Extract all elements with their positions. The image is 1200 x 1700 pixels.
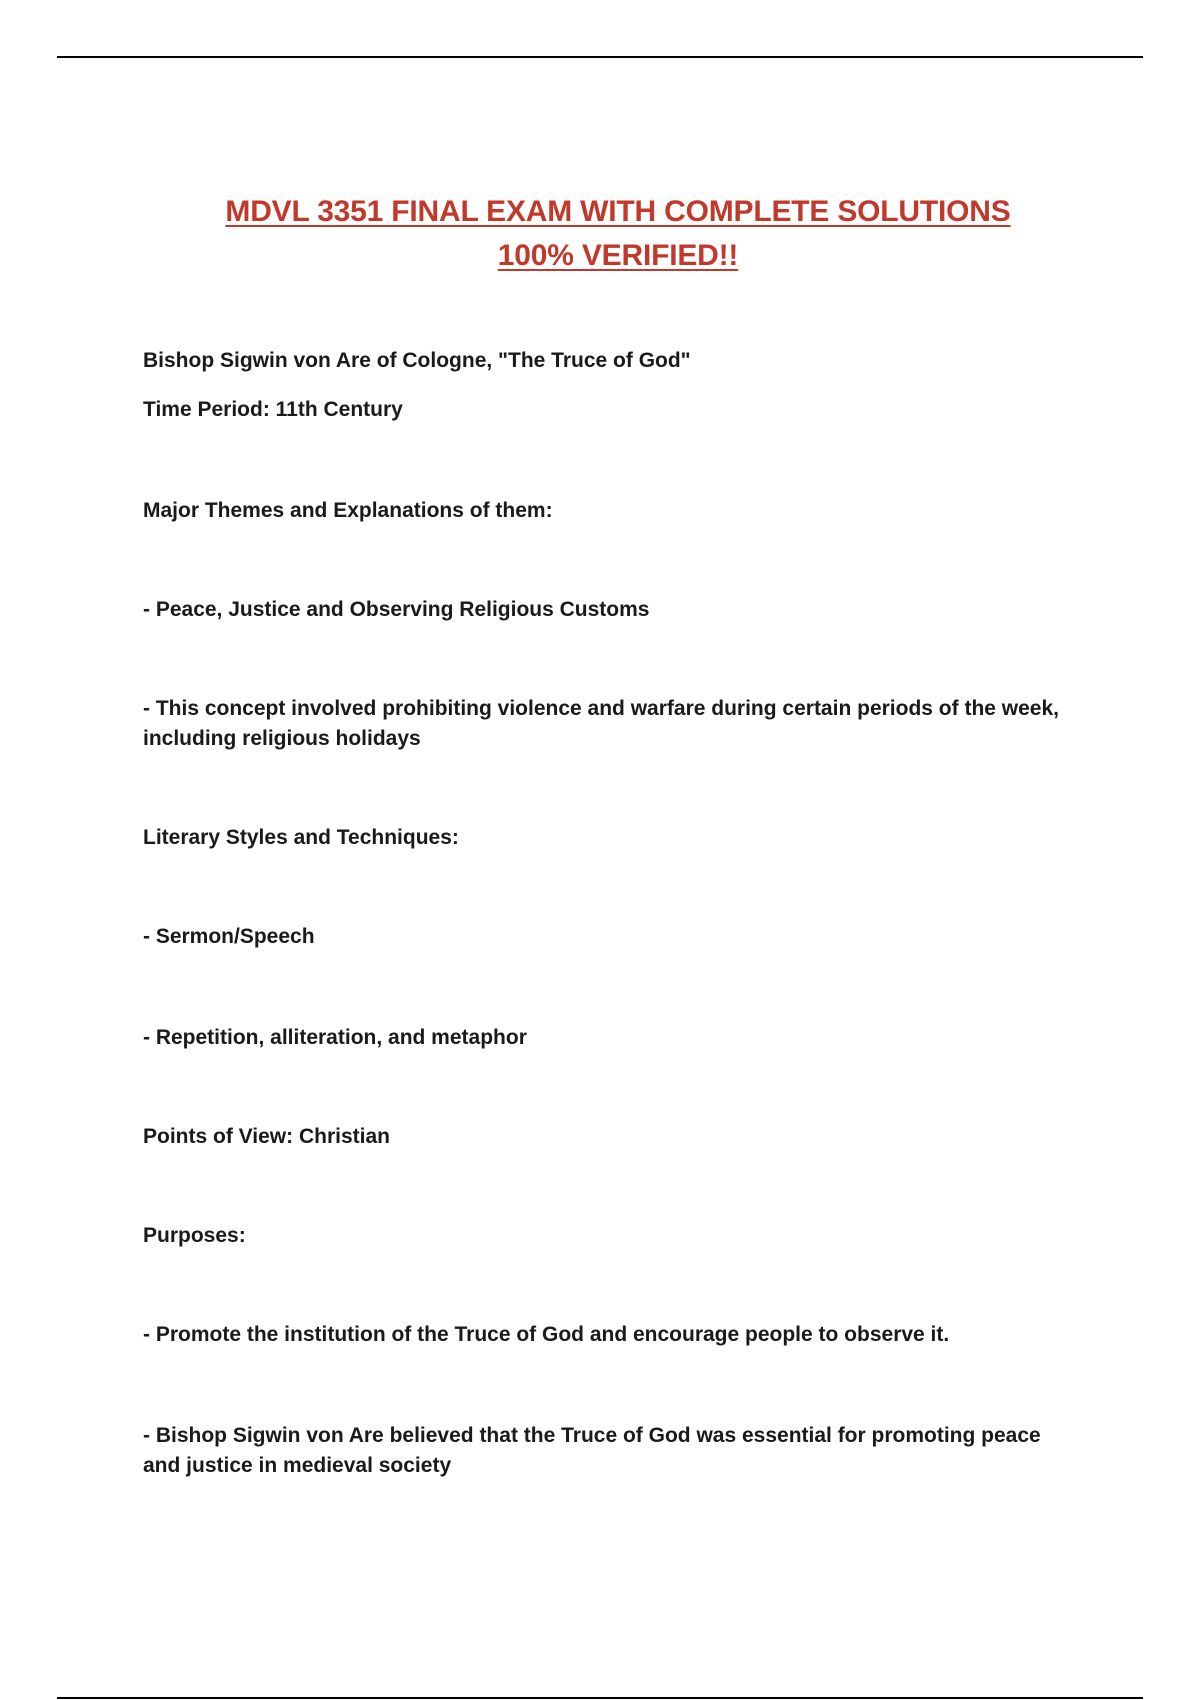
themes-heading: Major Themes and Explanations of them: <box>143 499 553 522</box>
theme-explanation: - This concept involved prohibiting violence and warfare during certain periods of the week, including religious holidays <box>143 697 1059 750</box>
point-of-view: Points of View: Christian <box>143 1125 390 1148</box>
purpose-item-belief: - Bishop Sigwin von Are believed that the Truce of God was essential for promoting peace and justice in medieval society <box>143 1424 1041 1477</box>
theme-item: - Peace, Justice and Observing Religious Customs <box>143 598 650 621</box>
styles-heading: Literary Styles and Techniques: <box>143 826 459 849</box>
purposes-heading: Purposes: <box>143 1224 246 1247</box>
bottom-rule <box>57 1697 1143 1699</box>
document-title-line-1: MDVL 3351 FINAL EXAM WITH COMPLETE SOLUTIONS <box>225 195 1011 228</box>
purpose-item-promote: - Promote the institution of the Truce of God and encourage people to observe it. <box>143 1323 950 1346</box>
time-period: Time Period: 11th Century <box>143 398 403 421</box>
style-item-sermon: - Sermon/Speech <box>143 925 315 948</box>
style-item-techniques: - Repetition, alliteration, and metaphor <box>143 1026 527 1049</box>
work-heading: Bishop Sigwin von Are of Cologne, "The Truce of God" <box>143 349 691 372</box>
document-title-line-2: 100% VERIFIED!! <box>497 239 739 272</box>
top-rule <box>57 56 1143 58</box>
